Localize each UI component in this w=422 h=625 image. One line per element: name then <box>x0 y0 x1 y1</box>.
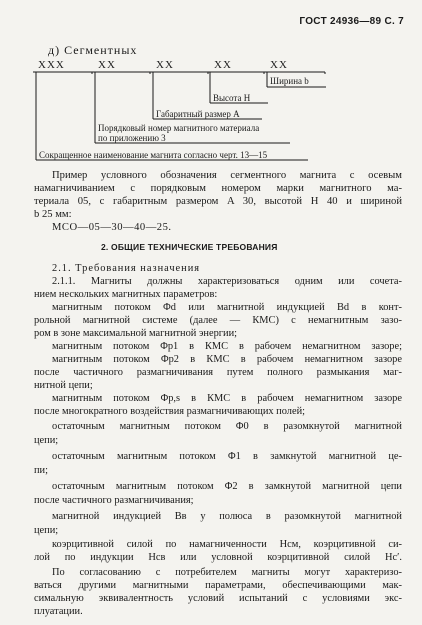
body-line: цепи; <box>34 525 59 536</box>
label-width: Ширина b <box>270 76 309 86</box>
body-line: магнитным потоком Φp,s в КМС в рабочем немагнитном зазоре <box>52 393 402 404</box>
body-line: 2.1. Требования назначения <box>52 263 201 274</box>
label-size: Габаритный размер A <box>156 109 240 119</box>
code-field-grade: XX <box>98 59 116 71</box>
body-line: рольной магнитной системе (далее — КМС) с немагнитным зазо- <box>34 315 402 326</box>
page-header: ГОСТ 24936—89 С. 7 <box>299 16 404 27</box>
subsection-heading: д) Сегментных <box>48 43 138 57</box>
body-line: после частичного размагничивания; <box>34 495 194 506</box>
body-line: магнитным потоком Φp2 в КМС в рабочем немагнитном зазоре <box>52 354 402 365</box>
body-line: остаточным магнитным потоком Φ0 в разомкнутой магнитной <box>52 421 402 432</box>
label-name: Сокращенное наименование магнита согласно черт. 13—15 <box>39 150 268 160</box>
example-line: намагничиванием с порядковым номером марки магнитного ма- <box>34 183 402 194</box>
body-line: По согласованию с потребителем магниты могут характеризо- <box>52 567 402 578</box>
body-line: после многократного воздействия размагничивающих полей; <box>34 406 306 417</box>
label-grade-line2: по приложению 3 <box>98 133 166 143</box>
body-line: коэрцитивной силой по намагниченности Hcм, коэрцитивной си- <box>52 539 402 550</box>
body-line: остаточным магнитным потоком Φ2 в замкнутой магнитной цепи <box>52 481 402 492</box>
body-line: лой по индукции Hcв или условной коэрцитивной силой Hc′. <box>34 552 402 563</box>
body-line: ром в зоне максимальной магнитной энергии; <box>34 328 238 339</box>
body-line: плуатации. <box>34 606 83 617</box>
body-line: 2.1.1. Магниты должны характеризоваться одним или сочета- <box>52 276 402 287</box>
body-line: пи; <box>34 465 49 476</box>
body-line: магнитным потоком Φp1 в КМС в рабочем немагнитном зазоре; <box>52 341 402 352</box>
body-line: магнитной индукцией Bв у полюса в разомкнутой магнитной <box>52 511 402 522</box>
example-code: МСО—05—30—40—25. <box>52 222 172 233</box>
body-line: нитной цепи; <box>34 380 93 391</box>
body-line: нием нескольких магнитных параметров: <box>34 289 218 300</box>
body-line: ваться другими магнитными параметрами, обеспечивающими мак- <box>34 580 402 591</box>
section-title: 2. ОБЩИЕ ТЕХНИЧЕСКИЕ ТРЕБОВАНИЯ <box>101 242 278 252</box>
body-line: остаточным магнитным потоком Φ1 в замкнутой магнитной це- <box>52 451 402 462</box>
code-field-name: XXX <box>38 59 65 71</box>
body-line: магнитным потоком Φd или магнитной индукцией Bd в конт- <box>52 302 402 313</box>
example-line: Пример условного обозначения сегментного магнита с осевым <box>52 170 402 181</box>
code-field-size: XX <box>156 59 174 71</box>
code-field-width: XX <box>270 59 288 71</box>
example-line: териала 05, с габаритным размером A 30, высотой H 40 и шириной <box>34 196 402 207</box>
body-line: цепи; <box>34 435 59 446</box>
label-height: Высота H <box>213 93 251 103</box>
example-line: b 25 мм: <box>34 209 72 220</box>
label-grade-line1: Порядковый номер магнитного материала <box>98 123 260 133</box>
body-line: симальную эквивалентность условий испытаний с условиями экс- <box>34 593 402 604</box>
body-line: после частичного размагничивания путем полного размыкания маг- <box>34 367 402 378</box>
code-field-height: XX <box>214 59 232 71</box>
